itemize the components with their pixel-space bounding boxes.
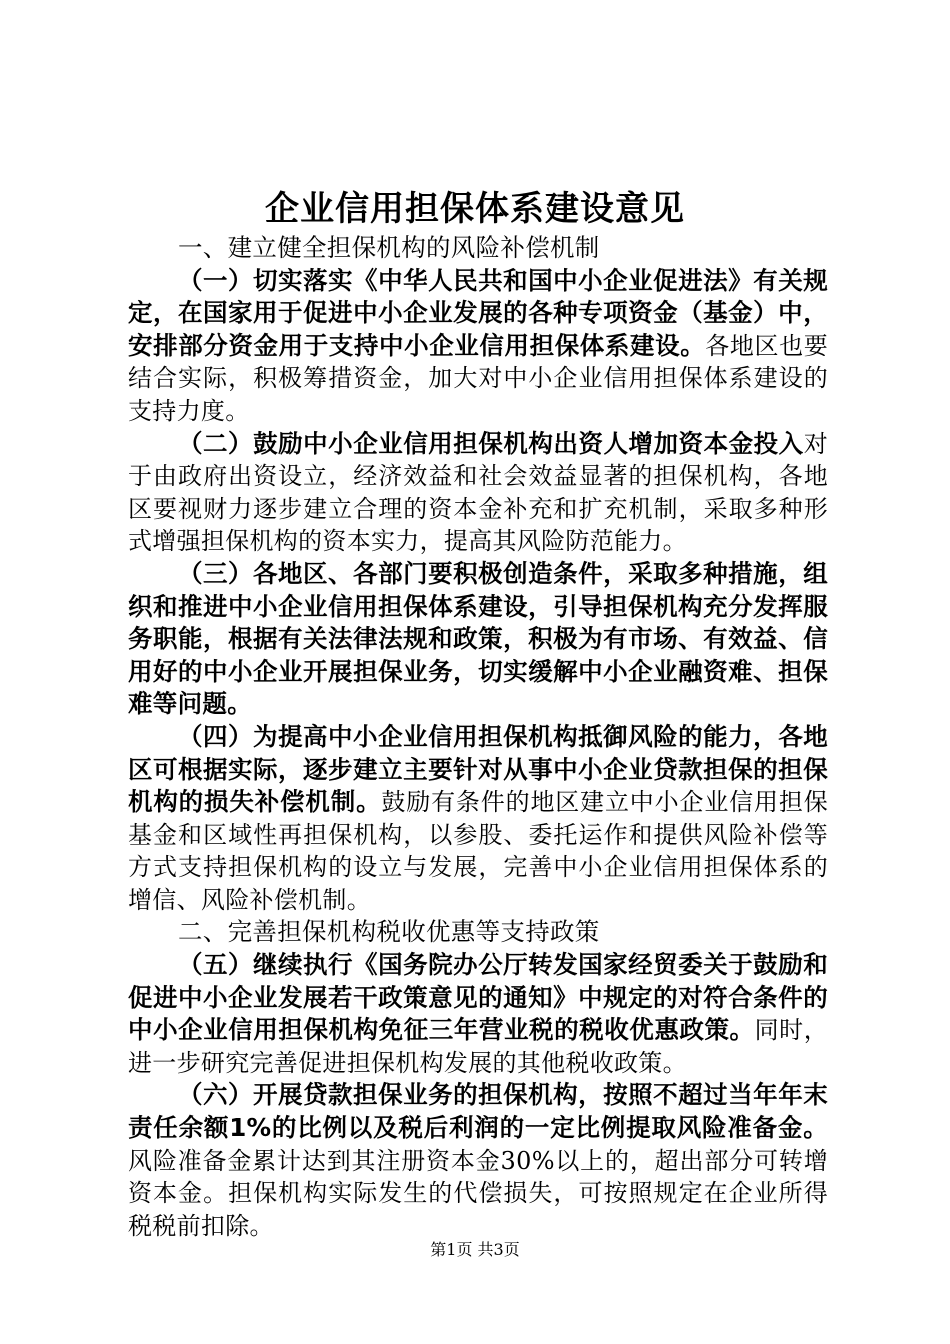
page-footer: 第1页 共3页: [430, 1240, 520, 1259]
paragraph: [128, 428, 828, 558]
paragraph-emphasis: （三）各地区、各部门要积极创造条件，采取多种措施，组织和推进中小企业信用担保体系建设，引导担保机构充分发挥服务职能，根据有关法律法规和政策，积极为有市场、有效益、信用好的中小企业开展担保业务，切实缓解中小企业融资难、担保难等问题。: [128, 558, 828, 719]
paragraph-emphasis: （四）为提高中小企业信用担保机构抵御风险的能力，各地区可根据实际，逐步建立主要针对从事中小企业贷款担保的担保机构的损失补偿机制。: [128, 721, 828, 817]
document-body: [128, 232, 828, 1242]
paragraph-text: 风险准备金累计达到其注册资本金30%以上的，超出部分可转增资本金。担保机构实际发生的代偿损失，可按照规定在企业所得税税前扣除。: [128, 1146, 828, 1240]
paragraph: [128, 949, 828, 1079]
paragraph: [128, 721, 828, 917]
section-heading: 二、完善担保机构税收优惠等支持政策: [178, 917, 600, 947]
paragraph-text: 各地区也要结合实际，积极筹措资金，加大对中小企业信用担保体系建设的支持力度。: [128, 331, 828, 425]
paragraph-text: 对于由政府出资设立，经济效益和社会效益显著的担保机构，各地区要视财力逐步建立合理的资本金补充和扩充机制，采取多种形式增强担保机构的资本实力，提高其风险防范能力。: [128, 429, 828, 556]
paragraph-emphasis: （一）切实落实《中华人民共和国中小企业促进法》有关规定，在国家用于促进中小企业发展的各种专项资金（基金）中，安排部分资金用于支持中小企业信用担保体系建设。: [128, 265, 828, 360]
paragraph-text: 同时，进一步研究完善促进担保机构发展的其他税收政策。: [128, 1016, 829, 1077]
paragraph-text: 鼓励有条件的地区建立中小企业信用担保基金和区域性再担保机构，以参股、委托运作和提供风险补偿等方式支持担保机构的设立与发展，完善中小企业信用担保体系的增信、风险补偿机制。: [128, 788, 828, 914]
section-heading: 一、建立健全担保机构的风险补偿机制: [178, 233, 600, 262]
paragraph: [128, 265, 828, 428]
paragraph-emphasis: （六）开展贷款担保业务的担保机构，按照不超过当年年末责任余额1%的比例以及税后利润的一定比例提取风险准备金。: [128, 1080, 828, 1143]
paragraph: [128, 1079, 828, 1242]
paragraph-emphasis: （二）鼓励中小企业信用担保机构出资人增加资本金投入: [178, 428, 804, 458]
paragraph-emphasis: （五）继续执行《国务院办公厅转发国家经贸委关于鼓励和促进中小企业发展若干政策意见的通知》中规定的对符合条件的中小企业信用担保机构免征三年营业税的税收优惠政策。: [128, 950, 828, 1045]
document-title: 企业信用担保体系建设意见: [265, 189, 685, 229]
paragraph: [128, 558, 828, 721]
